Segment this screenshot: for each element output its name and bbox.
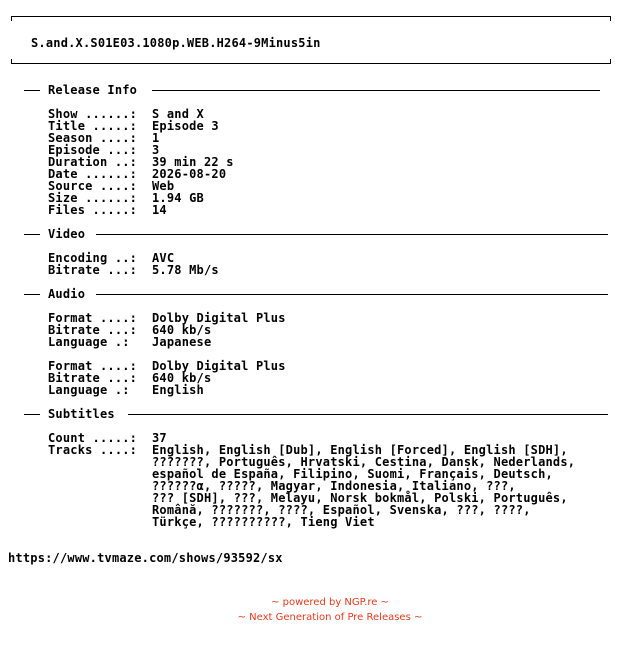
video-key: Encoding ..: [48,251,138,265]
info-key: Date ......: [48,167,138,181]
audio-value: Dolby Digital Plus [152,311,286,325]
section-video [24,228,608,240]
audio-value: Japanese [152,335,212,349]
info-key: Episode ...: [48,143,138,157]
info-value: 39 min 22 s [152,155,234,169]
info-key: Show ......: [48,107,138,121]
header-corner-tick [610,59,611,64]
section-dash [24,414,40,415]
info-key: Size ......: [48,191,138,205]
section-dash [24,90,40,91]
header-top-border [11,16,611,17]
video-value: AVC [152,251,175,265]
audio-key: Bitrate ...: [48,371,138,385]
info-key: Duration ..: [48,155,138,169]
subtitles-row-tracks [48,443,138,457]
info-value: 2026-08-20 [152,167,227,181]
footer-tagline: ~ Next Generation of Pre Releases ~ [237,612,423,623]
section-dash [24,294,40,295]
section-rule [96,294,608,295]
footer-powered-by: ~ powered by NGP.re ~ [271,597,389,608]
section-title: Release Info [48,83,138,97]
subtitle-track-line: ??? [SDH], ???, Melayu, Norsk bokmål, Polski, Português, [152,491,568,505]
audio-key: Format ....: [48,311,138,325]
subtitle-track-line: English, English [Dub], English [Forced], English [SDH], [152,443,568,457]
release-header-box [11,16,611,64]
info-value: 1.94 GB [152,191,204,205]
subtitle-track-line: español de España, Filipino, Suomi, Français, Deutsch, [152,467,553,481]
info-key: Source ....: [48,179,138,193]
subtitle-track-line: Română, ???????, ????, Español, Svenska, ???, ????, [152,503,531,517]
subtitles-key: Count .....: [48,431,138,445]
video-row-bitrate [48,263,219,277]
audio-key: Language .: [48,383,130,397]
subtitles-value: 37 [152,431,167,445]
section-subtitles [24,408,608,420]
section-title: Subtitles [48,407,115,421]
section-audio [24,288,608,300]
info-value: 3 [152,143,160,157]
info-value: Episode 3 [152,119,219,133]
info-key: Season ....: [48,131,138,145]
subtitle-track-line: Türkçe, ??????????, Tieng Viet [152,515,375,529]
info-row-files [48,203,167,217]
info-value: Web [152,179,175,193]
audio-value: English [152,383,204,397]
section-title: Audio [48,287,86,301]
release-name: S.and.X.S01E03.1080p.WEB.H264-9Minus5in [31,36,321,50]
info-value: S and X [152,107,204,121]
subtitles-key: Tracks ....: [48,443,138,457]
section-rule [96,234,608,235]
header-corner-tick [11,59,12,64]
audio-key: Bitrate ...: [48,323,138,337]
section-title: Video [48,227,86,241]
header-bottom-border [11,63,611,64]
audio-key: Language .: [48,335,130,349]
audio-value: 640 kb/s [152,371,212,385]
header-corner-tick [11,16,12,21]
info-value: 14 [152,203,167,217]
audio-row-language [48,383,204,397]
section-dash [24,234,40,235]
header-corner-tick [610,16,611,21]
info-key: Title .....: [48,119,138,133]
section-rule [152,90,600,91]
audio-row-language [48,335,212,349]
info-value: 1 [152,131,160,145]
section-release-info [24,84,600,96]
audio-key: Format ....: [48,359,138,373]
section-rule [128,414,608,415]
subtitle-track-line: ???????, Português, Hrvatski, Cestina, Dansk, Nederlands, [152,455,576,469]
audio-value: 640 kb/s [152,323,212,337]
info-key: Files .....: [48,203,138,217]
show-url-link[interactable]: https://www.tvmaze.com/shows/93592/sx [8,551,283,565]
video-key: Bitrate ...: [48,263,138,277]
subtitle-track-line: ??????α, ?????, Magyar, Indonesia, Italiano, ???, [152,479,516,493]
audio-value: Dolby Digital Plus [152,359,286,373]
video-value: 5.78 Mb/s [152,263,219,277]
